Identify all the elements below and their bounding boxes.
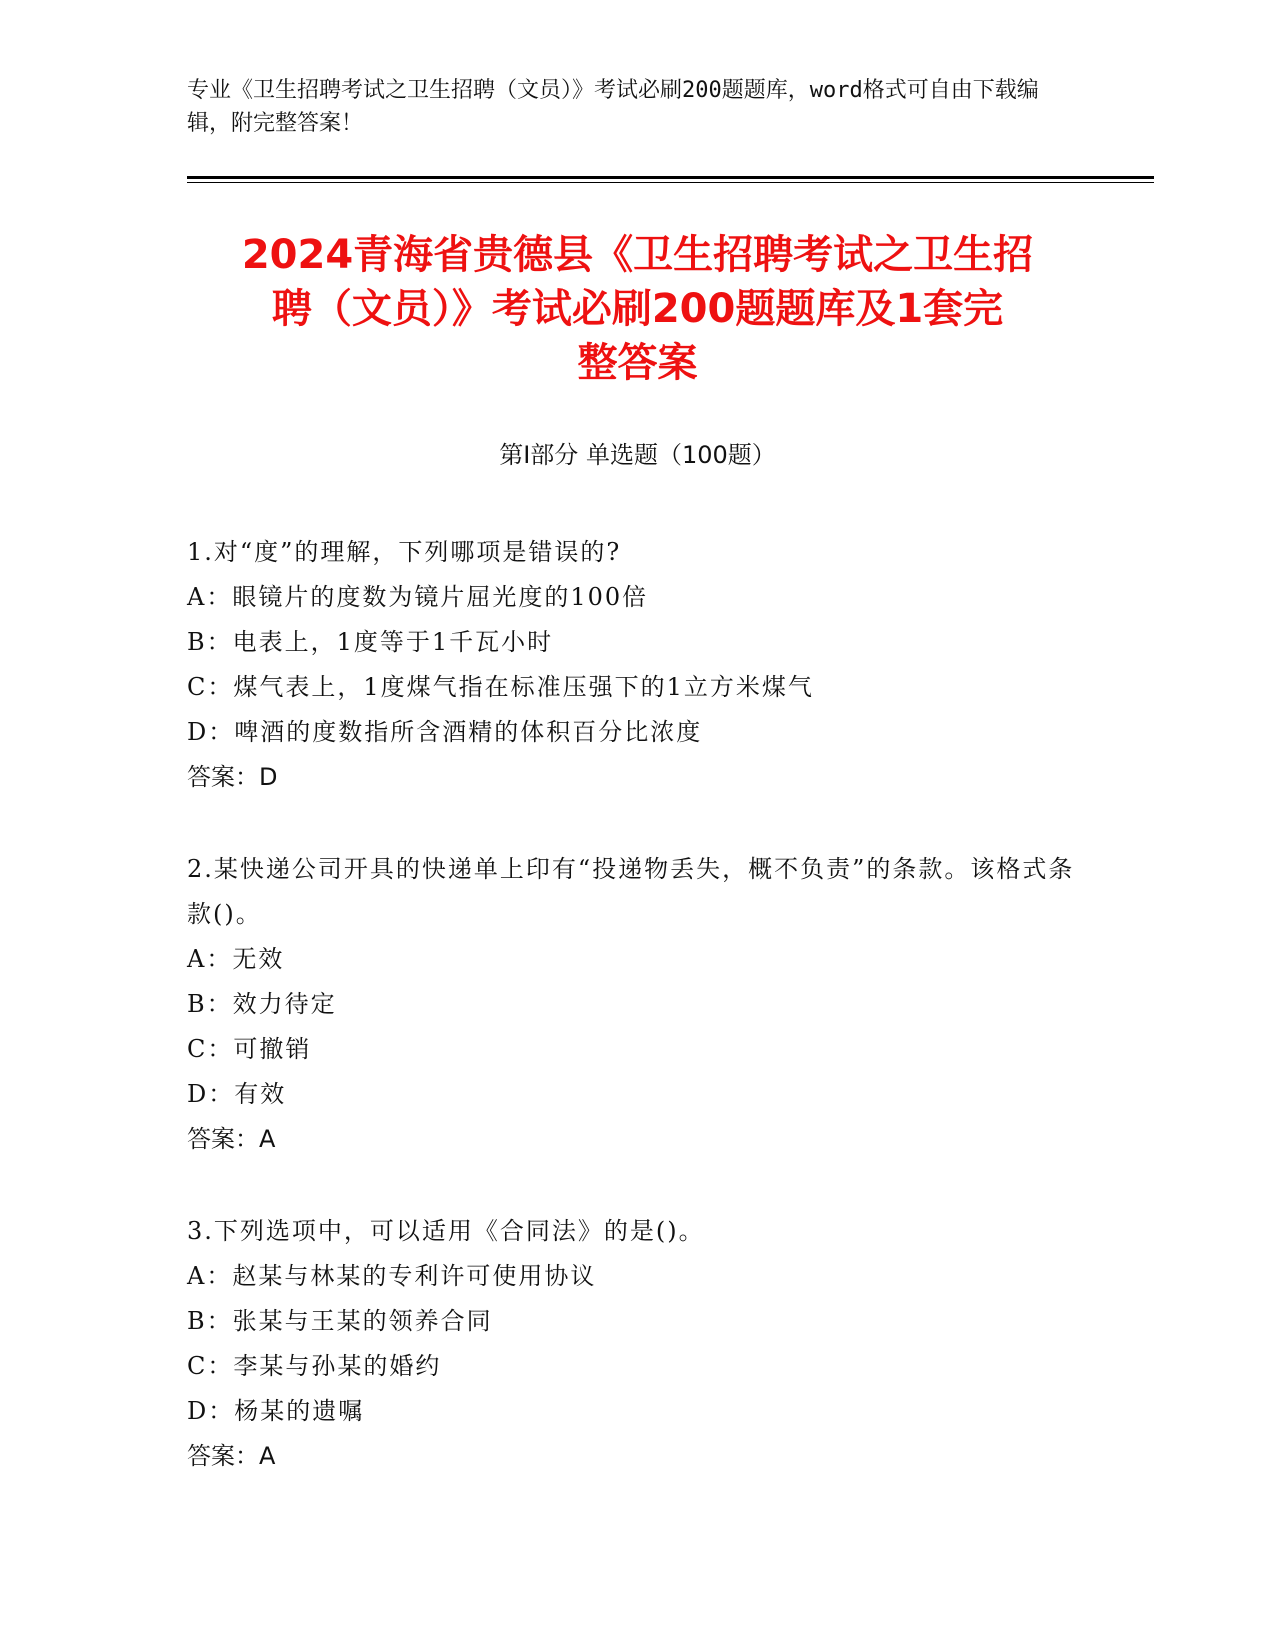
option-d: D：啤酒的度数指所含酒精的体积百分比浓度 [187, 718, 703, 746]
question-list [187, 530, 1077, 1526]
option-b: B：效力待定 [187, 990, 337, 1018]
answer-line: 答案：A [187, 1442, 276, 1470]
title-line: 2024青海省贵德县《卫生招聘考试之卫生招 [241, 232, 1034, 278]
title-line: 整答案 [577, 340, 698, 386]
title-line: 聘（文员）》考试必刷200题题库及1套完 [271, 286, 1004, 332]
question-stem: 3.下列选项中，可以适用《合同法》的是()。 [187, 1217, 705, 1245]
header-divider-thin [187, 182, 1154, 183]
option-b: B：电表上，1度等于1千瓦小时 [187, 628, 554, 656]
question-item [187, 1209, 1077, 1479]
answer-line: 答案：A [187, 1125, 276, 1153]
question-stem: 2.某快递公司开具的快递单上印有“投递物丢失，概不负责”的条款。该格式条款()。 [187, 855, 1075, 928]
option-c: C：煤气表上，1度煤气指在标准压强下的1立方米煤气 [187, 673, 814, 701]
option-d: D：有效 [187, 1080, 287, 1108]
question-item [187, 847, 1077, 1162]
option-b: B：张某与王某的领养合同 [187, 1307, 493, 1335]
option-a: A：赵某与林某的专利许可使用协议 [187, 1262, 597, 1290]
section-heading: 第Ⅰ部分 单选题（100题） [499, 441, 776, 469]
header-divider-thick [187, 176, 1154, 179]
header-note: 专业《卫生招聘考试之卫生招聘（文员）》考试必刷200题题库，word格式可自由下载编辑，附完整答案！ [187, 78, 1039, 136]
option-a: A：眼镜片的度数为镜片屈光度的100倍 [187, 583, 649, 611]
option-d: D：杨某的遗嘱 [187, 1397, 365, 1425]
answer-line: 答案：D [187, 763, 278, 791]
option-c: C：李某与孙某的婚约 [187, 1352, 442, 1380]
question-item [187, 530, 1077, 800]
option-a: A：无效 [187, 945, 285, 973]
document-title [160, 228, 1115, 390]
question-stem: 1.对“度”的理解，下列哪项是错误的? [187, 538, 622, 566]
option-c: C：可撤销 [187, 1035, 312, 1063]
